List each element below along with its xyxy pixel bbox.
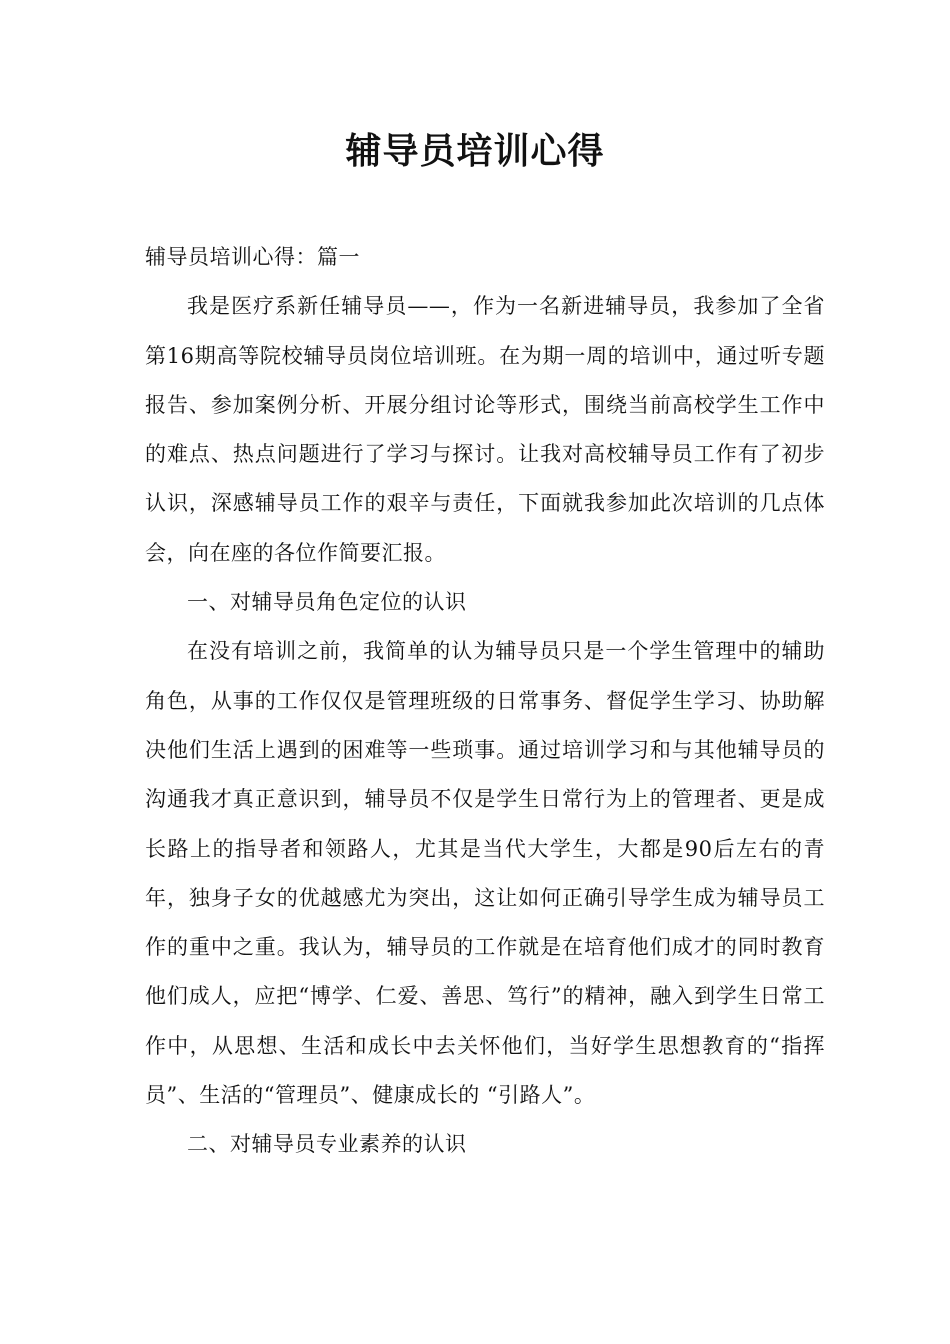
document-title: 辅导员培训心得	[345, 131, 605, 172]
section-heading-role: 一、对辅导员角色定位的认识	[187, 590, 467, 615]
section-heading-part-one: 辅导员培训心得：篇一	[145, 245, 360, 269]
role-paragraph: 在没有培训之前，我简单的认为辅导员只是一个学生管理中的辅助角色，从事的工作仅仅是管理班级的日常事务、督促学生学习、协助解决他们生活上遇到的困难等一些琐事。通过培训学习和与其他辅导员的沟通我才真正意识到，辅导员不仅是学生日常行为上的管理者、更是成长路上的指导者和领路人，尤其是当代大学生，大都是90后左右的青年，独身子女的优越感尤为突出，这让如何正确引导学生成为辅导员工作的重中之重。我认为，辅导员的工作就是在培育他们成才的同时教育他们成人，应把“博学、仁爱、善思、笃行”的精神，融入到学生日常工作中，从思想、生活和成长中去关怀他们，当好学生思想教育的“指挥员”、生活的“管理员”、健康成长的 “引路人”。	[145, 639, 825, 1108]
section-heading-professional: 二、对辅导员专业素养的认识	[187, 1132, 467, 1157]
intro-paragraph: 我是医疗系新任辅导员——，作为一名新进辅导员，我参加了全省第16期高等院校辅导员岗位培训班。在为期一周的培训中，通过听专题报告、参加案例分析、开展分组讨论等形式，围绕当前高校学生工作中的难点、热点问题进行了学习与探讨。让我对高校辅导员工作有了初步认识，深感辅导员工作的艰辛与责任，下面就我参加此次培训的几点体会，向在座的各位作简要汇报。	[145, 294, 825, 565]
document-body	[145, 233, 825, 1170]
